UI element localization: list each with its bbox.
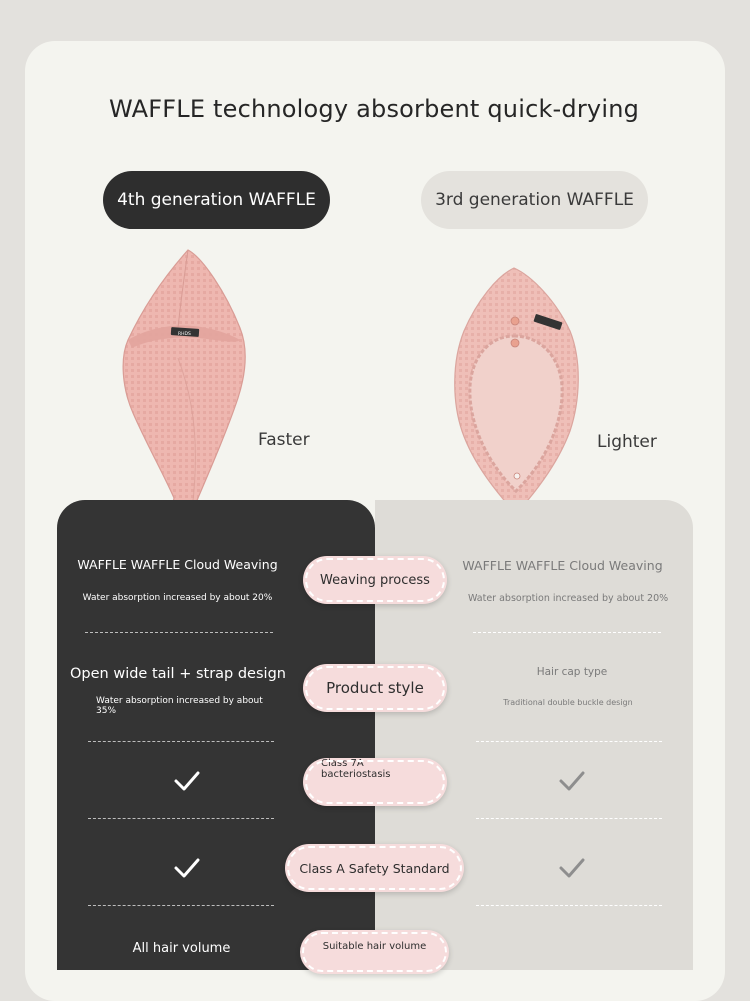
brand-tag-text: RHDS (178, 332, 191, 337)
divider (88, 905, 274, 906)
check-icon (558, 769, 586, 793)
divider (476, 741, 662, 742)
divider (476, 905, 662, 906)
divider (476, 818, 662, 819)
label-bacteriostasis (303, 758, 447, 806)
divider (473, 632, 661, 633)
check-icon (173, 769, 201, 793)
style-3rd-main: Hair cap type (536, 666, 608, 678)
weaving-3rd-sub: Water absorption increased by about 20% (468, 593, 669, 604)
weaving-4th-main: WAFFLE WAFFLE Cloud Weaving (77, 557, 278, 572)
tab-4th-generation[interactable]: 4th generation WAFFLE (103, 171, 330, 229)
divider (85, 632, 273, 633)
caption-lighter: Lighter (597, 432, 657, 452)
style-4th-main: Open wide tail + strap design (70, 666, 286, 682)
label-product-style: Product style (303, 664, 447, 712)
divider (88, 741, 274, 742)
label-hair-volume: Suitable hair volume (300, 930, 449, 974)
hair-volume-4th: All hair volume (132, 941, 231, 956)
label-bacteriostasis-line1: Class 7A (321, 758, 364, 769)
caption-faster: Faster (258, 430, 310, 450)
weaving-3rd-main: WAFFLE WAFFLE Cloud Weaving (462, 558, 663, 573)
label-safety-standard: Class A Safety Standard (285, 844, 464, 892)
divider (88, 818, 274, 819)
style-3rd-sub: Traditional double buckle design (503, 698, 633, 707)
label-weaving-process: Weaving process (303, 556, 447, 604)
towel-3rd-generation-image (452, 266, 582, 516)
weaving-4th-sub: Water absorption increased by about 20% (82, 593, 273, 603)
style-4th-sub-line2: 35% (96, 706, 117, 716)
check-icon (558, 856, 586, 880)
tab-3rd-generation[interactable]: 3rd generation WAFFLE (421, 171, 648, 229)
page-title: WAFFLE technology absorbent quick-drying (109, 95, 640, 123)
check-icon (173, 856, 201, 880)
label-bacteriostasis-line2: bacteriostasis (321, 769, 391, 780)
style-4th-sub-line1: Water absorption increased by about (96, 696, 263, 706)
